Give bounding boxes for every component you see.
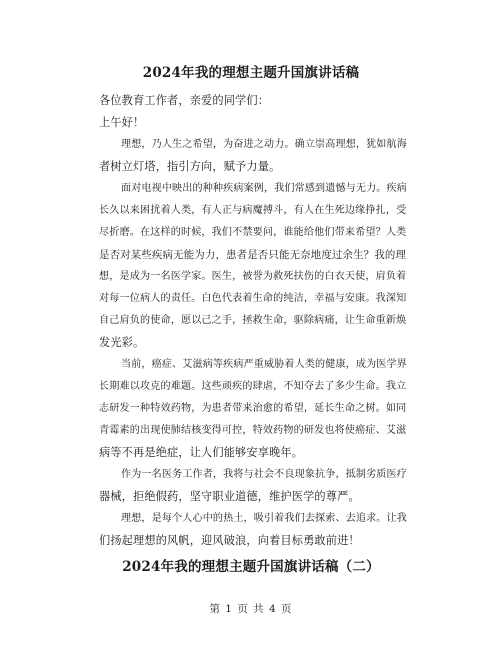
paragraph-line: 作为一名医务工作者，我将与社会不良现象抗争，抵制劣质医疗: [121, 469, 407, 480]
section-title: 2024年我的理想主题升国旗讲话稿（二）: [122, 559, 380, 575]
paragraph-line: 们扬起理想的风帆，迎风破浪，向着目标勇敢前进！: [99, 534, 360, 547]
paragraph-line: 理想，是每个人心中的热土，吸引着我们去探索、去追求。让我: [121, 513, 407, 524]
paragraph-line: 长久以来困扰着人类，有人正与病魔搏斗，有人在生死边缘挣扎，受: [99, 205, 407, 216]
paragraph-line: 自己肩负的使命，愿以己之手，拯救生命，驱除病痛，让生命重新焕: [99, 315, 407, 326]
paragraph-line: 器械，拒绝假药，坚守职业道德，维护医学的尊严。: [99, 490, 360, 503]
paragraph-line: 青霉素的出现使肺结核变得可控，特效药物的研发也将使癌症、艾滋: [99, 425, 407, 436]
paragraph-line: 志研发一种特效药物，为患者带来治愈的希望，延长生命之树。如同: [99, 403, 407, 414]
paragraph-line: 想，是成为一名医学家。医生，被誉为救死扶伤的白衣天使，肩负着: [99, 271, 407, 282]
paragraph-line: 当前，癌症、艾滋病等疾病严重威胁着人类的健康，成为医学界: [121, 359, 407, 370]
paragraph-line: 病等不再是绝症，让人们能够安享晚年。: [99, 446, 304, 459]
paragraph-line: 长期难以攻克的难题。这些顽疾的肆虐，不知夺去了多少生命。我立: [99, 381, 407, 392]
page-footer: 第 1 页 共 4 页: [209, 603, 293, 615]
paragraph-line: 理想，乃人生之希望，为奋进之动力。确立崇高理想，犹如航海: [121, 139, 407, 150]
paragraph-line: 是否对某些疾病无能为力，患者是否只能无奈地度过余生？我的理: [99, 249, 407, 261]
paragraph-line: 者树立灯塔，指引方向，赋予力量。: [99, 160, 281, 173]
salutation-line: 各位教育工作者，亲爱的同学们：: [99, 94, 270, 107]
greeting-line: 上午好！: [99, 116, 145, 129]
paragraph-line: 对每一位病人的责任。白色代表着生命的纯洁，幸福与安康。我深知: [99, 293, 407, 304]
document-title: 2024年我的理想主题升国旗讲话稿: [142, 65, 360, 81]
paragraph-line: 面对电视中映出的种种疾病案例，我们常感到遗憾与无力。疾病: [121, 183, 407, 194]
paragraph-line: 发光彩。: [99, 336, 145, 349]
paragraph-line: 尽折磨。在这样的时候，我们不禁要问，谁能给他们带来希望？人类: [99, 227, 407, 238]
